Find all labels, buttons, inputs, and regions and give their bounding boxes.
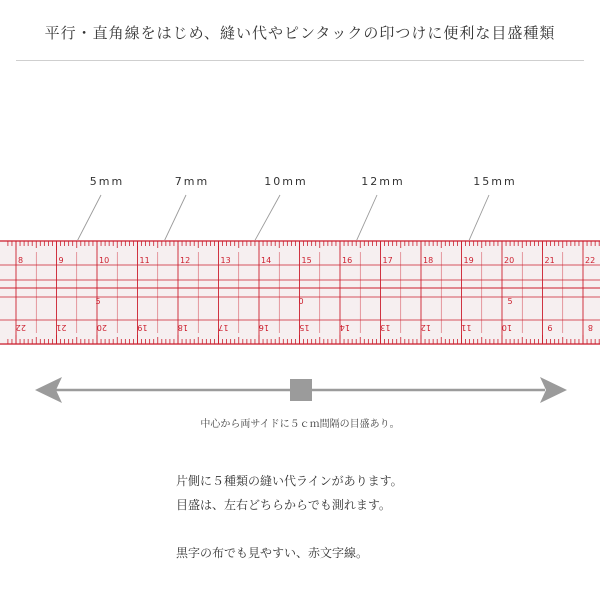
callout-label: 7mm	[174, 175, 210, 188]
ruler-illustration	[0, 175, 600, 410]
ruler-bottom-number: 20	[96, 323, 107, 332]
ruler-bottom-number: 22	[15, 323, 26, 332]
ruler-top-number: 8	[18, 256, 24, 265]
ruler-top-number: 16	[342, 256, 353, 265]
ruler-center-number: 5	[95, 297, 101, 306]
interval-caption: 中心から両サイドに５ｃｍ間隔の目盛あり。	[200, 419, 400, 430]
ruler-top-number: 13	[220, 256, 231, 265]
ruler-bottom-number: 13	[380, 323, 391, 332]
ruler-bottom-number: 14	[339, 323, 350, 332]
ruler-top-number: 11	[139, 256, 150, 265]
description-line-3: 黒字の布でも見やすい、赤文字線。	[176, 546, 369, 560]
callout-label: 15mm	[473, 175, 517, 188]
callout-label: 12mm	[361, 175, 405, 188]
ruler-center-number: 5	[507, 297, 513, 306]
ruler-top-number: 22	[585, 256, 596, 265]
callout-label: 10mm	[264, 175, 308, 188]
description-line-1: 片側に５種類の縫い代ラインがあります。	[176, 474, 403, 488]
ruler-body	[0, 240, 600, 345]
ruler-top-number: 21	[544, 256, 555, 265]
ruler-top-number: 12	[180, 256, 191, 265]
ruler-bottom-number: 21	[56, 323, 67, 332]
ruler-center-number: 0	[298, 297, 304, 306]
ruler-top-number: 15	[301, 256, 312, 265]
ruler-bottom-number: 11	[461, 323, 472, 332]
ruler-top-number: 14	[261, 256, 272, 265]
ruler-top-number: 9	[58, 256, 64, 265]
ruler-bottom-number: 12	[420, 323, 431, 332]
ruler-top-number: 20	[504, 256, 515, 265]
ruler-bottom-number: 16	[258, 323, 269, 332]
ruler-bottom-number: 8	[587, 323, 593, 332]
double-arrow-icon	[35, 377, 567, 403]
ruler-top-number: 18	[423, 256, 434, 265]
ruler-top-number: 17	[382, 256, 393, 265]
ruler-bottom-number: 9	[547, 323, 553, 332]
ruler-bottom-number: 15	[299, 323, 310, 332]
page-title: 平行・直角線をはじめ、縫い代やピンタックの印つけに便利な目盛種類	[44, 24, 556, 42]
ruler-bottom-number: 17	[218, 323, 229, 332]
header-divider	[16, 60, 584, 61]
description-line-2: 目盛は、左右どちらからでも測れます。	[176, 498, 391, 512]
ruler-bottom-number: 18	[177, 323, 188, 332]
ruler-bottom-number: 10	[501, 323, 512, 332]
ruler-top-number: 10	[99, 256, 110, 265]
ruler-top-number: 19	[463, 256, 474, 265]
callout-label: 5mm	[89, 175, 125, 188]
ruler-bottom-number: 19	[137, 323, 148, 332]
arrow-center-square	[290, 379, 312, 401]
